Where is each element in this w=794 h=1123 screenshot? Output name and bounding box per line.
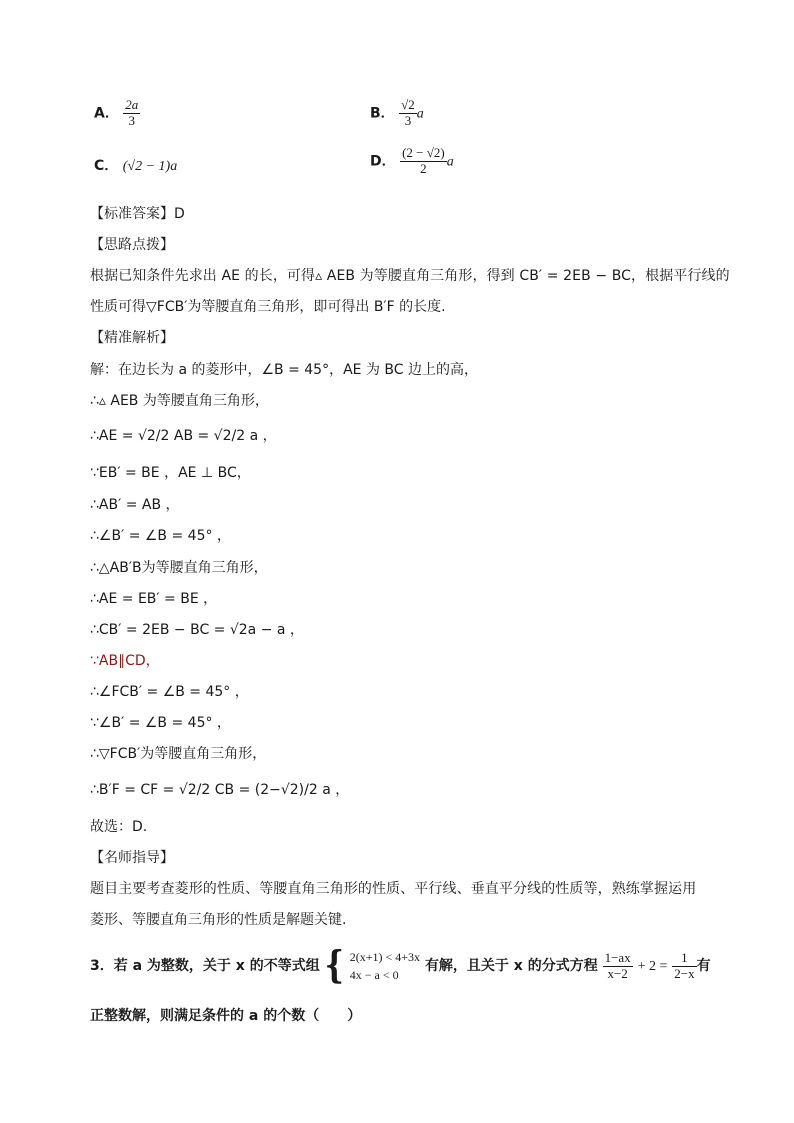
option-d [370, 146, 454, 177]
equation-middle: + 2 = [637, 959, 668, 974]
hint-line-1: 根据已知条件先求出 AE 的长，可得▵ AEB 为等腰直角三角形，得到 CB′ = 2EB − BC，根据平行线的 [90, 268, 730, 284]
analysis-line: ∴∠FCB′ = ∠B = 45° ， [90, 684, 249, 700]
inequality-system [350, 948, 420, 984]
analysis-line: ∵AB∥CD， [90, 653, 160, 669]
equation-left-numerator: 1−ax [604, 949, 631, 965]
analysis-line: 故选：D. [90, 819, 148, 835]
analysis-line: ∴AE = EB′ = BE ， [90, 591, 218, 607]
inequality-1: 2(x+1) < 4+3x [349, 950, 421, 964]
answer-line [90, 206, 185, 223]
analysis-line: ∵∠B′ = ∠B = 45° ， [90, 715, 231, 731]
question-3-text-3: 有 [696, 958, 711, 974]
option-c [94, 158, 177, 176]
option-b-variable: a [416, 106, 424, 122]
answer-label: 【标准答案】 [90, 206, 174, 222]
guide-line-1: 题目主要考查菱形的性质、等腰直角三角形的性质、平行线、垂直平分线的性质等，熟练掌握运用 [90, 881, 697, 897]
analysis-line: ∴△AB′B为等腰直角三角形， [90, 560, 268, 576]
option-c-expression: (√2 − 1)a [122, 159, 178, 174]
hint-label: 【思路点拨】 [90, 237, 174, 253]
analysis-line: 解：在边长为 a 的菱形中，∠B = 45°，AE 为 BC 边上的高， [90, 362, 478, 378]
option-a-fraction [123, 98, 140, 129]
equation-left-denominator: x−2 [607, 965, 628, 981]
analysis-label: 【精准解析】 [90, 330, 174, 346]
option-b-numerator: √2 [401, 97, 415, 112]
system-brace-icon: { [324, 943, 344, 988]
question-3-text-2: 有解，且关于 x 的分式方程 [424, 958, 598, 974]
equation-right-fraction [672, 951, 696, 982]
option-b-denominator: 3 [404, 112, 412, 128]
option-b-letter: B． [370, 105, 395, 122]
analysis-line: ∴B′F = CF = √2/2 CB = (2−√2)/2 a ， [90, 782, 350, 798]
analysis-line: ∴∠B′ = ∠B = 45° ， [90, 528, 231, 544]
analysis-line: ∵EB′ = BE ，AE ⊥ BC， [90, 465, 251, 481]
analysis-line: ∴▽FCB′为等腰直角三角形， [90, 746, 267, 762]
question-3-line-2: 正整数解，则满足条件的 a 的个数（ ） [90, 1008, 362, 1024]
answer-value: D [174, 206, 185, 222]
inequality-2: 4x − a < 0 [349, 968, 399, 982]
equation-left-fraction [603, 951, 633, 982]
option-a [94, 98, 140, 129]
analysis-line: ∴▵ AEB 为等腰直角三角形， [90, 393, 269, 409]
guide-label: 【名师指导】 [90, 850, 174, 866]
option-a-denominator: 3 [128, 112, 136, 128]
guide-line-2: 菱形、等腰直角三角形的性质是解题关键. [90, 912, 347, 928]
question-3-text-1: 3．若 a 为整数，关于 x 的不等式组 [90, 958, 320, 974]
equation-right-denominator: 2−x [674, 965, 695, 981]
option-a-numerator: 2a [125, 97, 139, 112]
option-d-letter: D． [370, 153, 396, 170]
analysis-line: ∴AE = √2/2 AB = √2/2 a ， [90, 428, 277, 444]
option-d-variable: a [446, 154, 454, 170]
analysis-line: ∴CB′ = 2EB − BC = √2a − a ， [90, 622, 304, 638]
option-b [370, 98, 424, 129]
equation-right-numerator: 1 [672, 951, 696, 967]
option-b-fraction [399, 98, 417, 129]
analysis-line: ∴AB′ = AB ， [90, 497, 180, 513]
question-3-line-1 [90, 943, 711, 988]
option-d-fraction [400, 146, 447, 177]
option-d-denominator: 2 [420, 160, 427, 176]
option-a-letter: A． [94, 105, 119, 122]
option-d-numerator: (2 − √2) [402, 145, 445, 160]
option-c-letter: C． [94, 158, 119, 174]
hint-line-2: 性质可得▽FCB′为等腰直角三角形，即可得出 B′F 的长度. [90, 299, 446, 315]
